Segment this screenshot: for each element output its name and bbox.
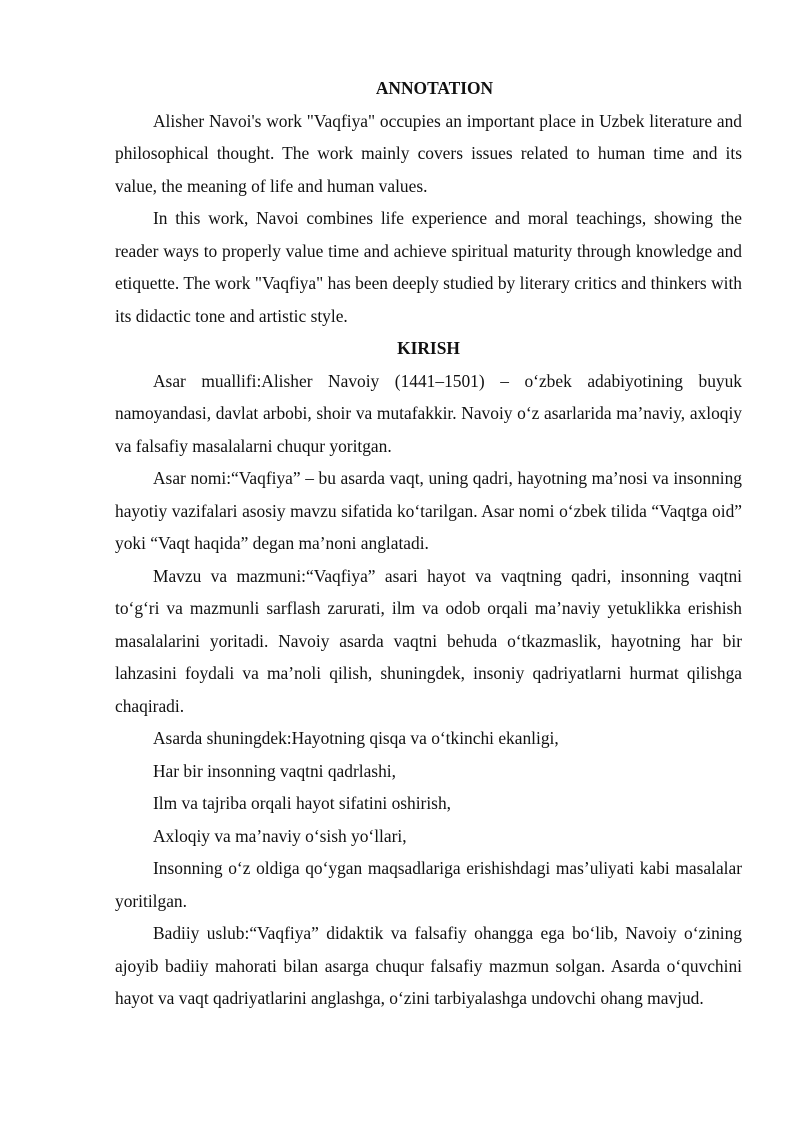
kirish-paragraph-theme: Mavzu va mazmuni:“Vaqfiya” asari hayot va vaqtning qadri, insonning vaqtni to‘g‘ri va mazmunli sarflash zarurati, ilm va odob orqali ma’naviy yetuklikka erishish masalalarini yoritadi. Navoiy asarda vaqtni behuda o‘tkazmaslik, hayotning har bir lahzasini foydali va ma’noli qilish, shuningdek, insoniy qadriyatlarni hurmat qilishga chaqiradi. bbox=[115, 565, 742, 716]
kirish-list-item-3: Ilm va tajriba orqali hayot sifatini oshirish, bbox=[153, 793, 451, 813]
kirish-list-item-5: Insonning o‘z oldiga qo‘ygan maqsadlariga erishishdagi mas’uliyati kabi masalalar yoritilgan. bbox=[115, 858, 742, 911]
kirish-heading: KIRISH bbox=[397, 338, 460, 358]
document-page bbox=[115, 72, 742, 1015]
annotation-paragraph-2: In this work, Navoi combines life experience and moral teachings, showing the reader ways to properly value time and achieve spiritual maturity through knowledge and etiquette. The work "Vaqfiya" has been deeply studied by literary critics and thinkers with its didactic tone and artistic style. bbox=[115, 208, 742, 326]
annotation-paragraph-1: Alisher Navoi's work "Vaqfiya" occupies an important place in Uzbek literature and philosophical thought. The work mainly covers issues related to human time and its value, the meaning of life and human values. bbox=[115, 110, 742, 196]
annotation-heading: ANNOTATION bbox=[375, 78, 494, 98]
kirish-list-item-4: Axloqiy va ma’naviy o‘sish yo‘llari, bbox=[153, 825, 407, 846]
kirish-paragraph-title: Asar nomi:“Vaqfiya” – bu asarda vaqt, uning qadri, hayotning ma’nosi va insonning hayotiy vazifalari asosiy mavzu sifatida ko‘tarilgan. Asar nomi o‘zbek tilida “Vaqtga oid” yoki “Vaqt haqida” degan ma’noni anglatadi. bbox=[115, 468, 742, 553]
kirish-list-item-2: Har bir insonning vaqtni qadrlashi, bbox=[153, 760, 396, 781]
kirish-paragraph-style: Badiiy uslub:“Vaqfiya” didaktik va falsafiy ohangga ega bo‘lib, Navoiy o‘zining ajoyib badiiy mahorati bilan asarga chuqur falsafiy mazmun solgan. Asarda o‘quvchini hayot va vaqt qadriyatlarini anglashga, o‘zini tarbiyalashga undovchi ohang mavjud. bbox=[115, 923, 742, 1008]
kirish-list-item-1: Asarda shuningdek:Hayotning qisqa va o‘tkinchi ekanligi, bbox=[153, 728, 559, 748]
kirish-paragraph-author: Asar muallifi:Alisher Navoiy (1441–1501) – o‘zbek adabiyotining buyuk namoyandasi, davlat arbobi, shoir va mutafakkir. Navoiy o‘z asarlarida ma’naviy, axloqiy va falsafiy masalalarni chuqur yoritgan. bbox=[115, 370, 742, 456]
